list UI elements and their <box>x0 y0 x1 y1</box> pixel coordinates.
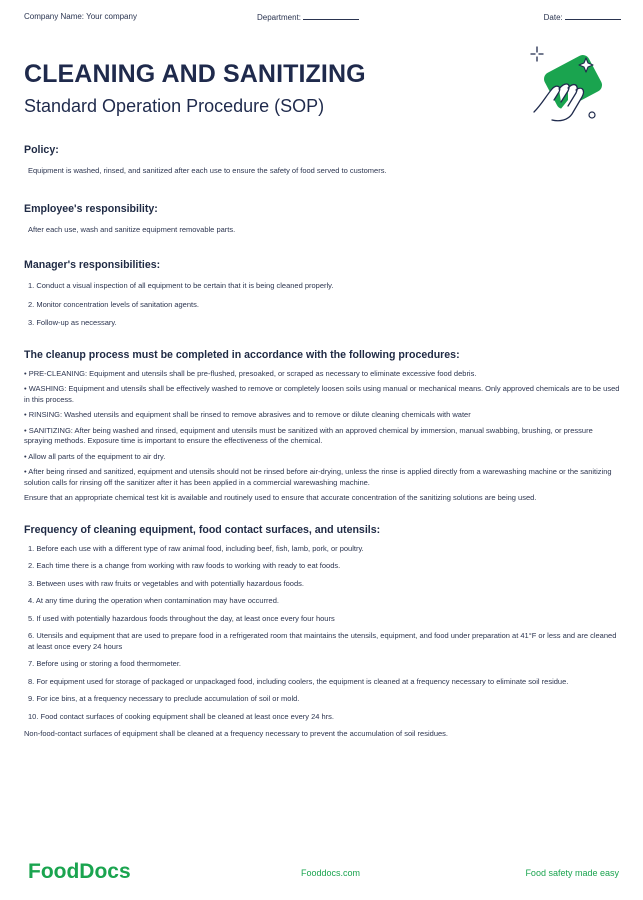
cleanup-note: Ensure that an appropriate chemical test kit is available and routinely used to ensure that accurate concentration of the sanitizing solutions are being used. <box>24 493 537 502</box>
page-title: CLEANING AND SANITIZING <box>24 60 366 88</box>
manager-item: 2. Monitor concentration levels of sanitation agents. <box>28 299 199 309</box>
cleanup-item: • SANITIZING: After being washed and rinsed, equipment and utensils must be sanitized with an approved chemical by immersion, manual swabbing, brushing, or pressure spraying methods. Exposure time is important to ensure the effectiveness of the chemical. <box>24 425 593 445</box>
cleaning-hand-icon <box>528 44 606 124</box>
manager-heading: Manager's responsibilities: <box>24 259 161 271</box>
cleanup-item: • Allow all parts of the equipment to air dry. <box>24 451 166 461</box>
frequency-item: 10. Food contact surfaces of cooking equipment shall be cleaned at least once every 24 hrs. <box>28 711 335 721</box>
department-field <box>257 12 359 22</box>
manager-item: 1. Conduct a visual inspection of all equipment to be certain that it is being cleaned properly. <box>28 281 334 290</box>
cleanup-item: • PRE-CLEANING: Equipment and utensils shall be pre-flushed, presoaked, or scraped as necessary to eliminate excessive food debris. <box>24 368 477 378</box>
department-label: Department: <box>257 13 302 22</box>
employee-text: After each use, wash and sanitize equipment removable parts. <box>28 224 236 234</box>
frequency-item: 7. Before using or storing a food thermometer. <box>28 659 181 668</box>
frequency-note: Non-food-contact surfaces of equipment shall be cleaned at a frequency necessary to prevent the accumulation of soil residues. <box>24 729 448 738</box>
employee-heading: Employee's responsibility: <box>24 202 158 215</box>
cleanup-heading: The cleanup process must be completed in accordance with the following procedures: <box>24 348 460 361</box>
frequency-item: 1. Before each use with a different type of raw animal food, including beef, fish, lamb, pork, or poultry. <box>28 543 364 553</box>
frequency-item: 5. If used with potentially hazardous foods throughout the day, at least once every four hours <box>28 613 335 623</box>
frequency-item: 2. Each time there is a change from working with raw foods to working with ready to eat foods. <box>28 561 341 570</box>
manager-item: 3. Follow-up as necessary. <box>28 318 117 327</box>
fooddocs-link[interactable]: Fooddocs.com <box>301 868 361 878</box>
policy-text: Equipment is washed, rinsed, and sanitized after each use to ensure the safety of food served to customers. <box>28 166 387 175</box>
cleanup-item: • RINSING: Washed utensils and equipment shall be rinsed to remove abrasives and to remove or dilute cleaning chemicals with water <box>24 410 471 419</box>
frequency-item: 4. At any time during the operation when contamination may have occurred. <box>28 596 279 605</box>
fooddocs-logo-text: FoodDocs <box>28 860 131 882</box>
footer-tagline: Food safety made easy <box>525 868 619 878</box>
document-body <box>24 144 620 740</box>
page-subtitle: Standard Operation Procedure (SOP) <box>24 96 325 116</box>
policy-heading: Policy: <box>24 144 59 156</box>
company-name: Company Name: Your company <box>24 12 137 21</box>
frequency-heading: Frequency of cleaning equipment, food contact surfaces, and utensils: <box>24 523 381 536</box>
department-line[interactable] <box>303 12 359 20</box>
frequency-item: 9. For ice bins, at a frequency necessary to preclude accumulation of soil or mold. <box>28 694 300 703</box>
frequency-item: 8. For equipment used for storage of packaged or unpackaged food, including coolers, the equipment is cleaned at a frequency necessary to eliminate soil residue. <box>28 676 569 686</box>
fooddocs-logo[interactable] <box>28 858 146 882</box>
header-bar <box>24 12 621 26</box>
date-label: Date: <box>543 13 563 22</box>
frequency-item: 3. Between uses with raw fruits or vegetables and with potentially hazardous foods. <box>28 578 304 588</box>
cleanup-item: • After being rinsed and sanitized, equipment and utensils should not be rinsed before air-drying, unless the rinse is applied directly from a warewashing machine or the sanitizing solution calls for rinsing off the sanitizer after it has been applied in a commercial warewashing machine. <box>24 467 612 487</box>
frequency-item: 6. Utensils and equipment that are used to prepare food in a refrigerated room that maintains the utensils, equipment, and food under preparation at 41°F or less and are cleaned at least once every 24 hours <box>28 631 617 651</box>
date-field <box>544 12 621 22</box>
date-line[interactable] <box>565 12 621 20</box>
cleanup-item: • WASHING: Equipment and utensils shall be effectively washed to remove or completely loosen soils using manual or mechanical means. Only approved chemicals are to be used in this process. <box>24 384 620 404</box>
